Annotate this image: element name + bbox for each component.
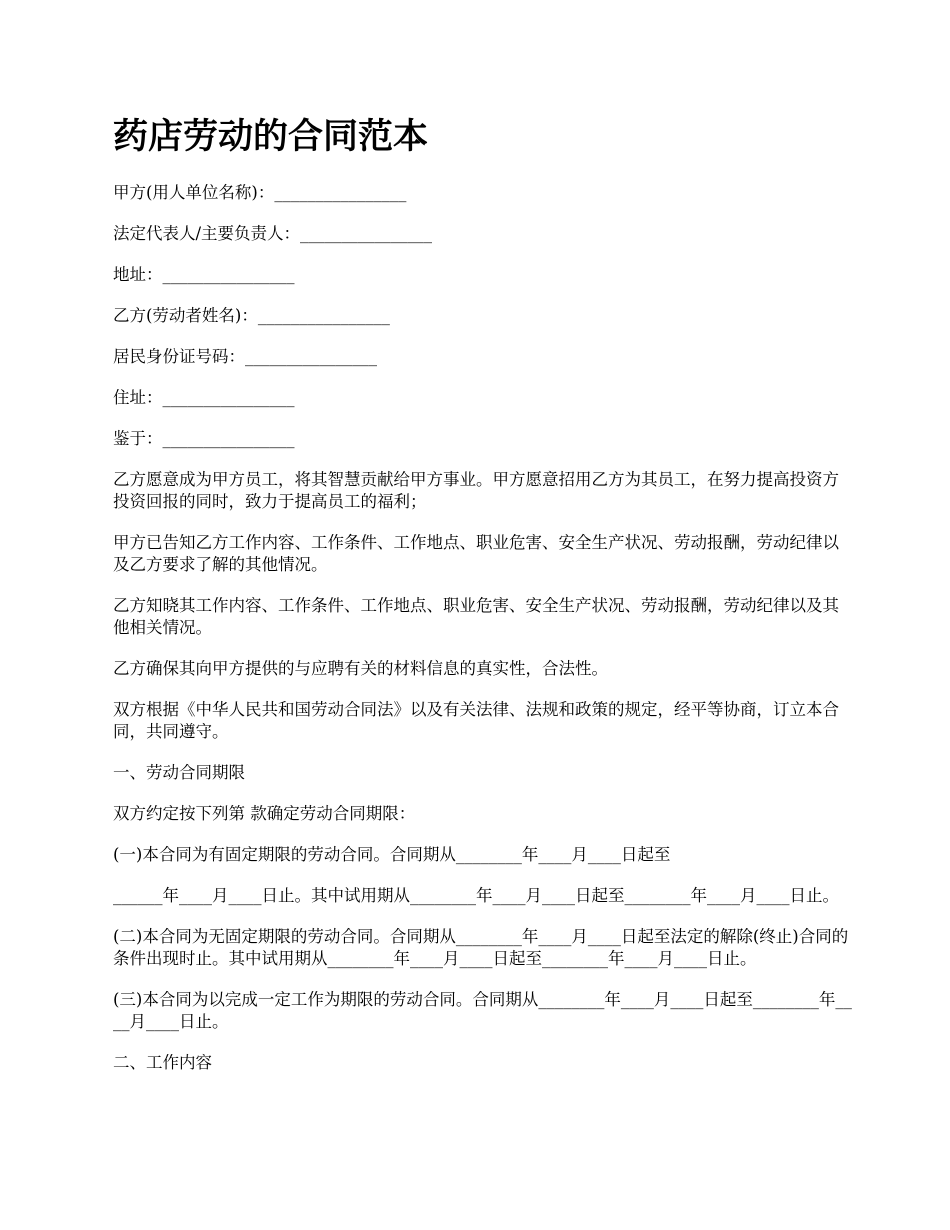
legal-representative: 法定代表人/主要负责人：________________ (113, 224, 433, 243)
contract-term-intro: 双方约定按下列第 款确定劳动合同期限： (113, 804, 416, 823)
fixed-term-clause: (一)本合同为有固定期限的劳动合同。合同期从________年____月____日起至 (113, 845, 671, 864)
document-page (113, 112, 855, 1093)
recital-paragraph-2: 甲方已告知乙方工作内容、工作条件、工作地点、职业危害、安全生产状况、劳动报酬，劳动纪律以及乙方要求了解的其他情况。 (113, 533, 839, 574)
party-b-address: 住址：________________ (113, 388, 295, 407)
task-based-term-clause: (三)本合同为以完成一定工作为期限的劳动合同。合同期从________年____月____日起至________年____月____日止。 (113, 990, 852, 1031)
section-heading-job-content: 二、工作内容 (113, 1053, 212, 1072)
recital-paragraph-4: 乙方确保其向甲方提供的与应聘有关的材料信息的真实性，合法性。 (113, 659, 608, 678)
party-b-name: 乙方(劳动者姓名)：________________ (113, 306, 390, 325)
party-a-name: 甲方(用人单位名称)：________________ (113, 183, 407, 202)
open-ended-term-clause: (二)本合同为无固定期限的劳动合同。合同期从________年____月____日起至法定的解除(终止)合同的条件出现时止。其中试用期从________年____月____日起至________年____月____日止。 (113, 927, 849, 968)
recital-paragraph-1: 乙方愿意成为甲方员工，将其智慧贡献给甲方事业。甲方愿意招用乙方为其员工，在努力提高投资方投资回报的同时，致力于提高员工的福利； (113, 470, 839, 511)
whereas-clause: 鉴于：________________ (113, 429, 295, 448)
section-heading-contract-term: 一、劳动合同期限 (113, 763, 245, 782)
fixed-term-clause-continued: ______年____月____日止。其中试用期从________年____月____日起至________年____月____日止。 (113, 886, 839, 905)
recital-paragraph-5: 双方根据《中华人民共和国劳动合同法》以及有关法律、法规和政策的规定，经平等协商，订立本合同，共同遵守。 (113, 700, 839, 741)
party-b-id-number: 居民身份证号码：________________ (113, 347, 377, 366)
recital-paragraph-3: 乙方知晓其工作内容、工作条件、工作地点、职业危害、安全生产状况、劳动报酬，劳动纪律以及其他相关情况。 (113, 596, 839, 637)
document-title: 药店劳动的合同范本 (113, 117, 429, 157)
party-a-address: 地址：________________ (113, 265, 295, 284)
